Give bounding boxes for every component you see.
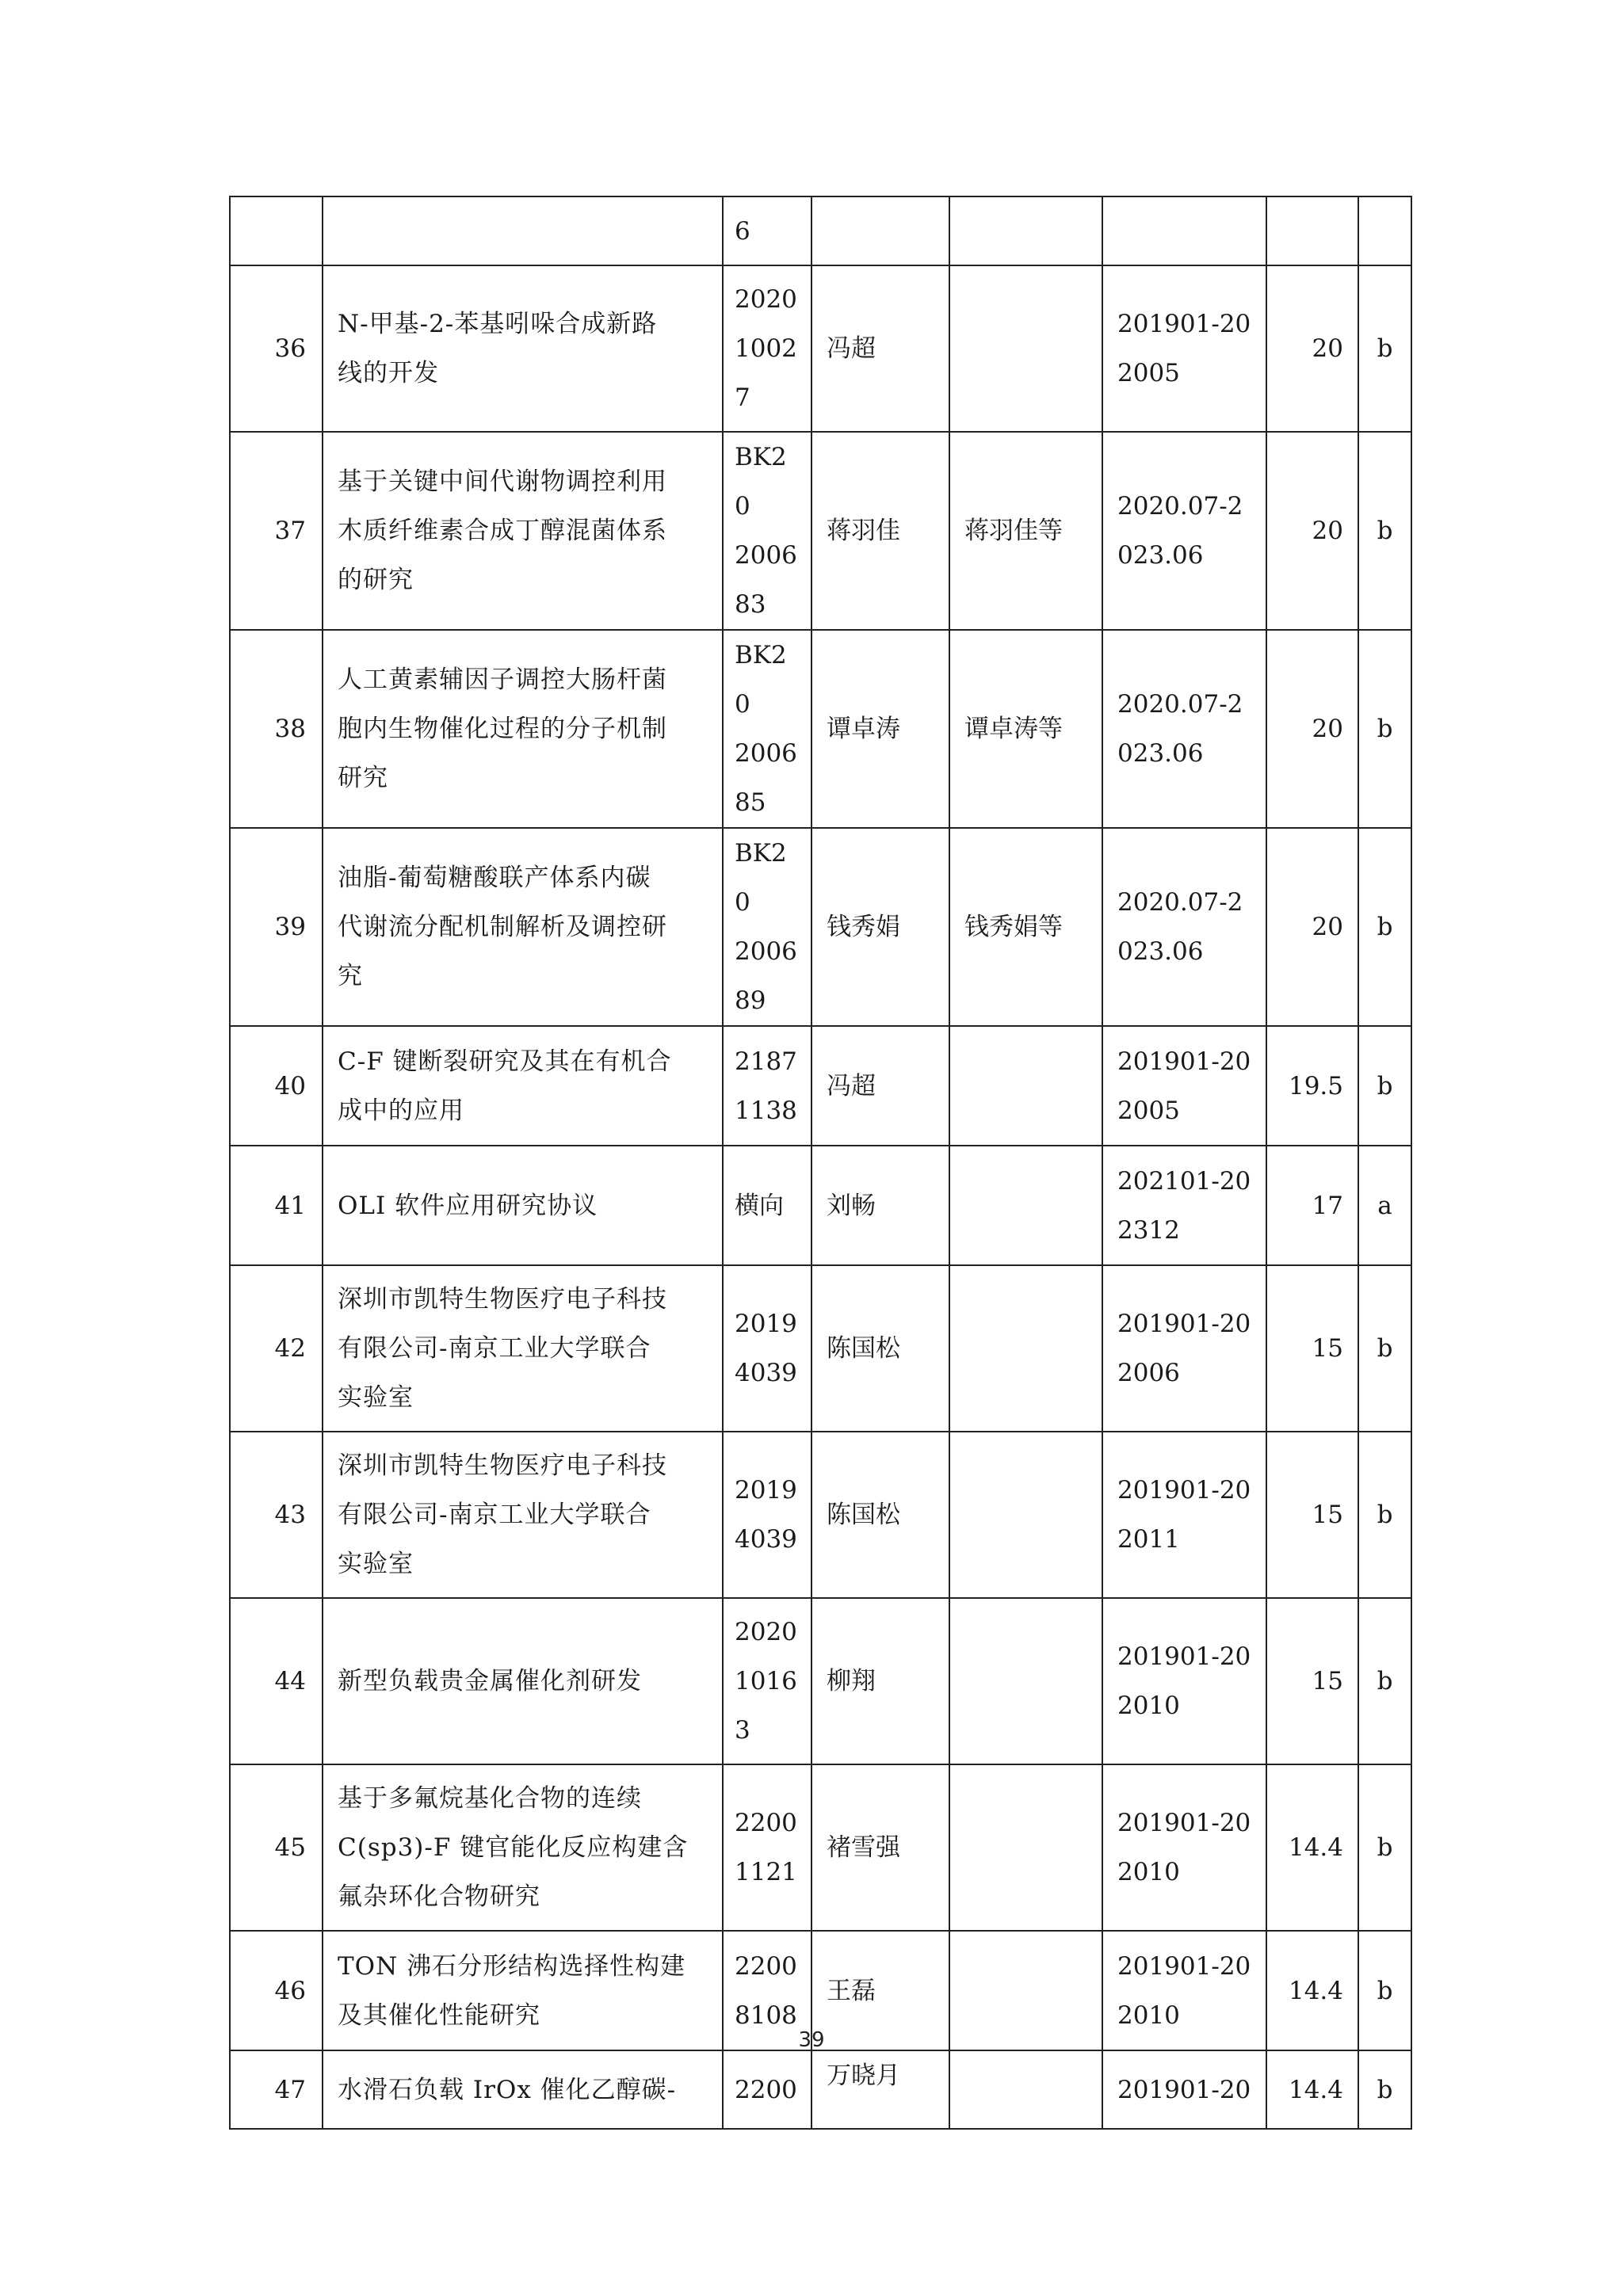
- project-leader: 冯超: [812, 265, 949, 432]
- project-members: [949, 1764, 1102, 1931]
- project-name: 人工黄素辅因子调控大肠杆菌 胞内生物催化过程的分子机制 研究: [323, 630, 723, 828]
- project-members: [949, 265, 1102, 432]
- project-members: [949, 1265, 1102, 1432]
- row-number: 41: [230, 1146, 323, 1265]
- project-funds: 20: [1266, 630, 1358, 828]
- row-number: 40: [230, 1026, 323, 1146]
- project-name: 深圳市凯特生物医疗电子科技 有限公司-南京工业大学联合 实验室: [323, 1265, 723, 1432]
- project-code: 2020 1016 3: [723, 1598, 812, 1764]
- project-name: N-甲基-2-苯基吲哚合成新路 线的开发: [323, 265, 723, 432]
- page-number: 39: [798, 2028, 825, 2052]
- project-period: 201901-20 2010: [1102, 1764, 1266, 1931]
- project-members: 谭卓涛等: [949, 630, 1102, 828]
- project-leader: 王磊: [812, 1931, 949, 2050]
- row-number: 45: [230, 1764, 323, 1931]
- project-members: [949, 1598, 1102, 1764]
- project-code: 2200: [723, 2050, 812, 2129]
- project-code: 2187 1138: [723, 1026, 812, 1146]
- project-leader: 万晓月: [812, 2050, 949, 2129]
- project-level: b: [1358, 1432, 1411, 1598]
- project-level: b: [1358, 1764, 1411, 1931]
- project-level: b: [1358, 828, 1411, 1026]
- project-leader: [812, 196, 949, 265]
- project-code: 2019 4039: [723, 1265, 812, 1432]
- project-leader: 冯超: [812, 1026, 949, 1146]
- project-funds: 14.4: [1266, 1931, 1358, 2050]
- project-funds: [1266, 196, 1358, 265]
- project-level: b: [1358, 432, 1411, 630]
- project-period: 2020.07-2 023.06: [1102, 630, 1266, 828]
- project-leader: 陈国松: [812, 1265, 949, 1432]
- project-name: 水滑石负载 IrOx 催化乙醇碳-: [323, 2050, 723, 2129]
- table-row: [230, 1598, 1411, 1764]
- project-funds: 15: [1266, 1598, 1358, 1764]
- project-members: 钱秀娟等: [949, 828, 1102, 1026]
- project-name: [323, 196, 723, 265]
- project-level: b: [1358, 630, 1411, 828]
- project-members: 蒋羽佳等: [949, 432, 1102, 630]
- table-row: [230, 196, 1411, 265]
- project-name: 新型负载贵金属催化剂研发: [323, 1598, 723, 1764]
- project-period: 201901-20 2005: [1102, 265, 1266, 432]
- project-funds: 15: [1266, 1432, 1358, 1598]
- row-number: 39: [230, 828, 323, 1026]
- row-number: 36: [230, 265, 323, 432]
- project-code: 2200 8108: [723, 1931, 812, 2050]
- project-level: b: [1358, 265, 1411, 432]
- project-level: b: [1358, 1265, 1411, 1432]
- table-row: [230, 1026, 1411, 1146]
- project-period: 2020.07-2 023.06: [1102, 828, 1266, 1026]
- project-period: 2020.07-2 023.06: [1102, 432, 1266, 630]
- project-name: C-F 键断裂研究及其在有机合 成中的应用: [323, 1026, 723, 1146]
- table-row: [230, 1432, 1411, 1598]
- project-code: BK20 2006 85: [723, 630, 812, 828]
- project-funds: 20: [1266, 432, 1358, 630]
- project-code: 2019 4039: [723, 1432, 812, 1598]
- project-name: 基于关键中间代谢物调控利用 木质纤维素合成丁醇混菌体系 的研究: [323, 432, 723, 630]
- table-row: [230, 1764, 1411, 1931]
- row-number: 38: [230, 630, 323, 828]
- project-code: 6: [723, 196, 812, 265]
- project-period: 201901-20: [1102, 2050, 1266, 2129]
- project-period: [1102, 196, 1266, 265]
- table-row: [230, 1265, 1411, 1432]
- project-name: 深圳市凯特生物医疗电子科技 有限公司-南京工业大学联合 实验室: [323, 1432, 723, 1598]
- project-funds: 20: [1266, 265, 1358, 432]
- project-level: b: [1358, 1598, 1411, 1764]
- project-funds: 17: [1266, 1146, 1358, 1265]
- project-level: b: [1358, 1931, 1411, 2050]
- project-code: BK20 2006 89: [723, 828, 812, 1026]
- project-name: 油脂-葡萄糖酸联产体系内碳 代谢流分配机制解析及调控研 究: [323, 828, 723, 1026]
- row-number: 46: [230, 1931, 323, 2050]
- table-row: [230, 432, 1411, 630]
- row-number: 47: [230, 2050, 323, 2129]
- project-level: a: [1358, 1146, 1411, 1265]
- project-period: 201901-20 2005: [1102, 1026, 1266, 1146]
- table-row: [230, 2050, 1411, 2129]
- project-period: 202101-20 2312: [1102, 1146, 1266, 1265]
- project-level: b: [1358, 2050, 1411, 2129]
- project-members: [949, 1146, 1102, 1265]
- project-funds: 14.4: [1266, 2050, 1358, 2129]
- table-row: [230, 828, 1411, 1026]
- project-code: 2200 1121: [723, 1764, 812, 1931]
- project-table: [229, 196, 1412, 2130]
- project-name: TON 沸石分形结构选择性构建 及其催化性能研究: [323, 1931, 723, 2050]
- project-period: 201901-20 2010: [1102, 1931, 1266, 2050]
- row-number: [230, 196, 323, 265]
- table-row: [230, 265, 1411, 432]
- project-members: [949, 196, 1102, 265]
- table-row: [230, 1146, 1411, 1265]
- project-funds: 14.4: [1266, 1764, 1358, 1931]
- row-number: 44: [230, 1598, 323, 1764]
- project-leader: 钱秀娟: [812, 828, 949, 1026]
- project-members: [949, 1026, 1102, 1146]
- row-number: 42: [230, 1265, 323, 1432]
- project-members: [949, 2050, 1102, 2129]
- project-funds: 20: [1266, 828, 1358, 1026]
- project-code: 2020 1002 7: [723, 265, 812, 432]
- project-leader: 褚雪强: [812, 1764, 949, 1931]
- project-leader: 柳翔: [812, 1598, 949, 1764]
- project-code: BK20 2006 83: [723, 432, 812, 630]
- row-number: 43: [230, 1432, 323, 1598]
- project-leader: 谭卓涛: [812, 630, 949, 828]
- project-level: b: [1358, 1026, 1411, 1146]
- table-row: [230, 630, 1411, 828]
- project-period: 201901-20 2011: [1102, 1432, 1266, 1598]
- project-funds: 15: [1266, 1265, 1358, 1432]
- project-name: 基于多氟烷基化合物的连续 C(sp3)-F 键官能化反应构建含 氟杂环化合物研究: [323, 1764, 723, 1931]
- project-leader: 刘畅: [812, 1146, 949, 1265]
- project-period: 201901-20 2006: [1102, 1265, 1266, 1432]
- project-code: 横向: [723, 1146, 812, 1265]
- project-level: [1358, 196, 1411, 265]
- row-number: 37: [230, 432, 323, 630]
- project-leader: 蒋羽佳: [812, 432, 949, 630]
- project-period: 201901-20 2010: [1102, 1598, 1266, 1764]
- project-members: [949, 1432, 1102, 1598]
- project-leader: 陈国松: [812, 1432, 949, 1598]
- project-name: OLI 软件应用研究协议: [323, 1146, 723, 1265]
- project-funds: 19.5: [1266, 1026, 1358, 1146]
